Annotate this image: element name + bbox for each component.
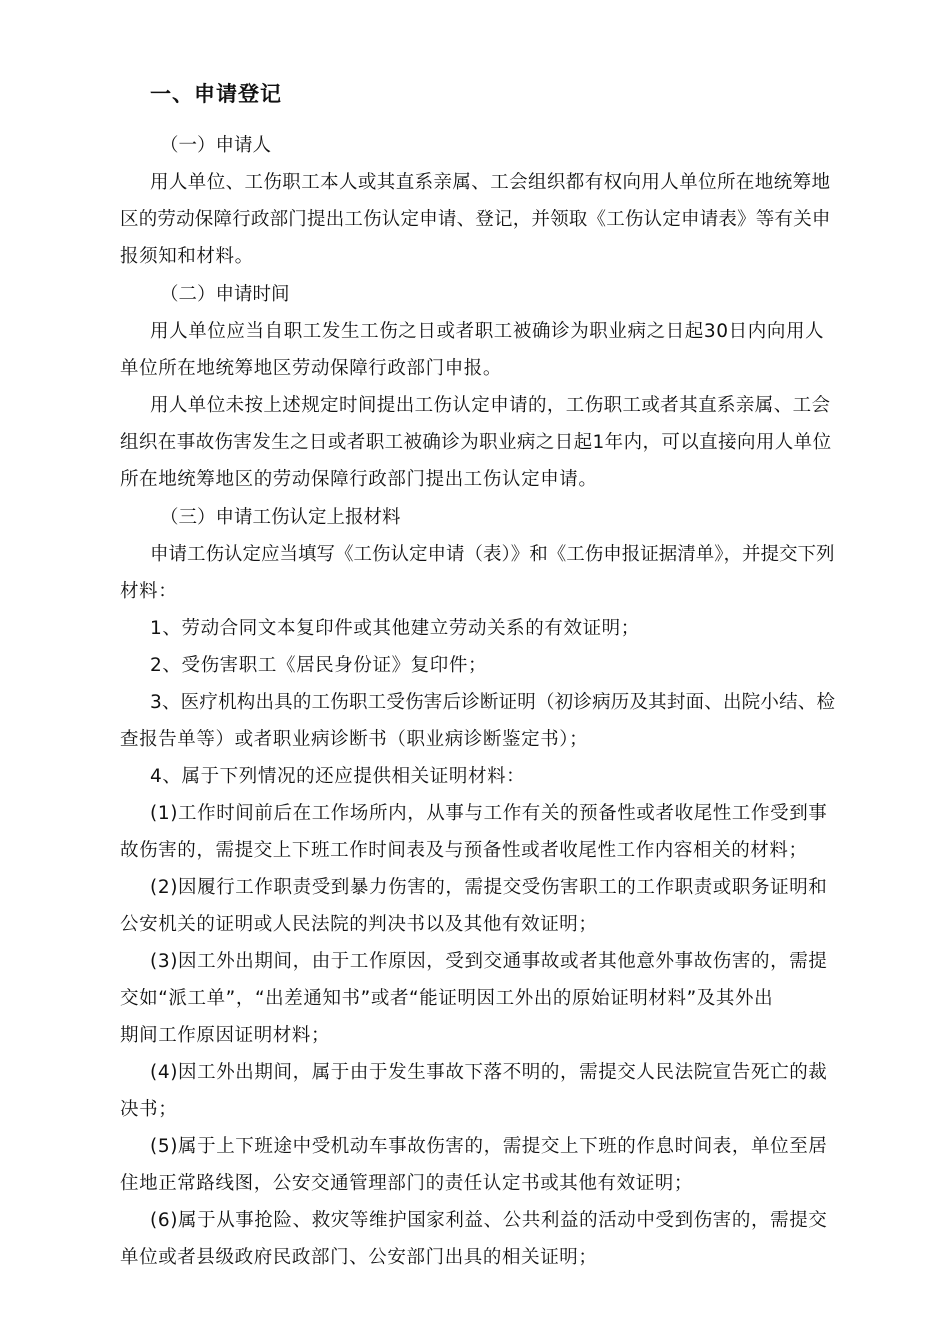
paragraph-line: 单位所在地统筹地区劳动保障行政部门申报。	[120, 358, 503, 379]
list-item: 4、属于下列情况的还应提供相关证明材料：	[150, 766, 526, 787]
paragraph-line: 所在地统筹地区的劳动保障行政部门提出工伤认定申请。	[120, 469, 598, 490]
paragraph-line: 区的劳动保障行政部门提出工伤认定申请、登记，并领取《工伤认定申请表》等有关申	[120, 209, 831, 230]
sub-item: (2)因履行工作职责受到暴力伤害的，需提交受伤害职工的工作职责或职务证明和	[150, 877, 828, 898]
section-title: （一）申请人	[160, 135, 272, 156]
paragraph-line: 用人单位应当自职工发生工伤之日或者职工被确诊为职业病之日起30日内向用人	[150, 321, 825, 342]
paragraph-line: 用人单位、工伤职工本人或其直系亲属、工会组织都有权向用人单位所在地统筹地	[150, 172, 831, 193]
sub-item-continuation: 单位或者县级政府民政部门、公安部门出具的相关证明；	[120, 1247, 598, 1268]
list-item-continuation: 查报告单等）或者职业病诊断书（职业病诊断鉴定书）；	[120, 729, 589, 750]
paragraph-line: 申请工伤认定应当填写《工伤认定申请（表）》和《工伤申报证据清单》，并提交下列	[150, 544, 835, 565]
sub-item-continuation: 住地正常路线图，公安交通管理部门的责任认定书或其他有效证明；	[120, 1173, 694, 1194]
sub-item: (3)因工外出期间，由于工作原因，受到交通事故或者其他意外事故伤害的，需提	[150, 951, 828, 972]
paragraph-line: 组织在事故伤害发生之日或者职工被确诊为职业病之日起1年内，可以直接向用人单位	[120, 432, 832, 453]
paragraph-line: 材料：	[120, 581, 178, 602]
sub-item-continuation: 决书；	[120, 1099, 178, 1120]
list-item: 1、劳动合同文本复印件或其他建立劳动关系的有效证明；	[150, 618, 640, 639]
list-item: 2、受伤害职工《居民身份证》复印件；	[150, 655, 488, 676]
sub-item-continuation: 期间工作原因证明材料；	[120, 1025, 331, 1046]
sub-item-continuation: 故伤害的，需提交上下班工作时间表及与预备性或者收尾性工作内容相关的材料；	[120, 840, 808, 861]
sub-item: (6)属于从事抢险、救灾等维护国家利益、公共利益的活动中受到伤害的，需提交	[150, 1210, 828, 1231]
list-item: 3、医疗机构出具的工伤职工受伤害后诊断证明（初诊病历及其封面、出院小结、检	[150, 692, 836, 713]
section-title: （三）申请工伤认定上报材料	[160, 507, 401, 528]
sub-item-continuation: 公安机关的证明或人民法院的判决书以及其他有效证明；	[120, 914, 598, 935]
sub-item: (5)属于上下班途中受机动车事故伤害的，需提交上下班的作息时间表，单位至居	[150, 1136, 828, 1157]
sub-item: (1)工作时间前后在工作场所内，从事与工作有关的预备性或者收尾性工作受到事	[150, 803, 828, 824]
section-title: （二）申请时间	[160, 284, 290, 305]
page-heading: 一、申请登记	[150, 82, 282, 106]
paragraph-line: 报须知和材料。	[120, 246, 254, 267]
sub-item: (4)因工外出期间，属于由于发生事故下落不明的，需提交人民法院宣告死亡的裁	[150, 1062, 828, 1083]
paragraph-line: 用人单位未按上述规定时间提出工伤认定申请的，工伤职工或者其直系亲属、工会	[150, 395, 831, 416]
sub-item-continuation: 交如“派工单”，“出差通知书”或者“能证明因工外出的原始证明材料”及其外出	[120, 988, 774, 1009]
